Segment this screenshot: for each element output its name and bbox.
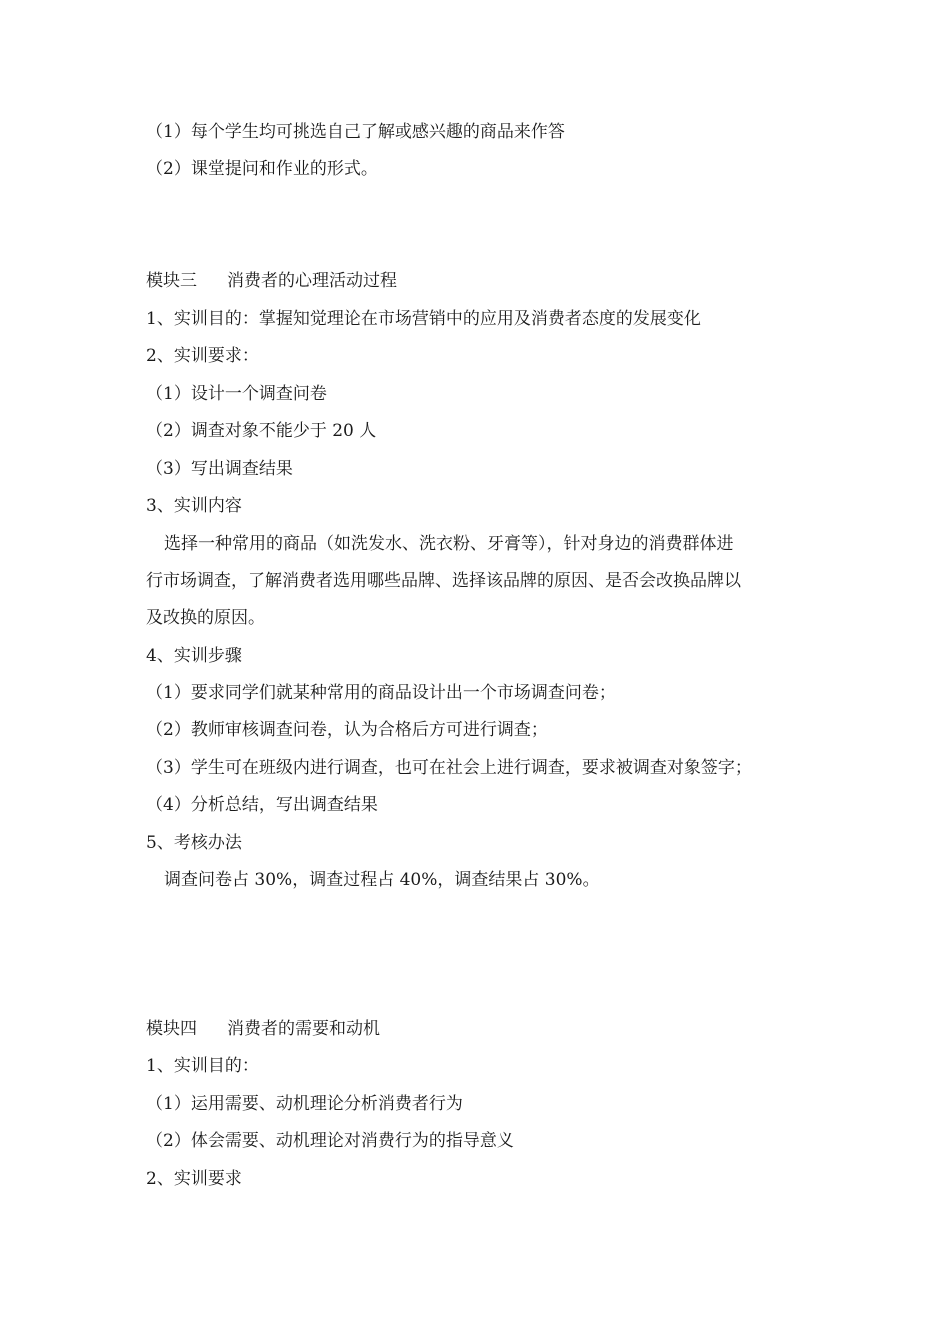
module4-objective-1: （1）运用需要、动机理论分析消费者行为	[146, 1094, 463, 1114]
module3-assessment-heading: 5、考核办法	[146, 833, 242, 853]
module3-step-1: （1）要求同学们就某种常用的商品设计出一个市场调查问卷；	[146, 683, 616, 703]
module4-title: 消费者的需要和动机	[227, 1019, 380, 1039]
intro-item-2: （2）课堂提问和作业的形式。	[146, 159, 378, 179]
module3-requirement-2: （2）调查对象不能少于 20 人	[146, 421, 377, 441]
module4-objective-heading: 1、实训目的：	[146, 1056, 259, 1076]
module3-title: 消费者的心理活动过程	[227, 271, 397, 291]
module3-step-3: （3）学生可在班级内进行调查，也可在社会上进行调查，要求被调查对象签字；	[146, 758, 752, 778]
module3-requirements-heading: 2、实训要求：	[146, 346, 259, 366]
module4-requirements-heading: 2、实训要求	[146, 1169, 242, 1189]
module3-content-heading: 3、实训内容	[146, 496, 242, 516]
module3-content-line-3: 及改换的原因。	[146, 608, 265, 628]
module4-label: 模块四	[146, 1019, 197, 1039]
module4-heading	[146, 1018, 380, 1040]
module3-assessment: 调查问卷占 30%，调查过程占 40%，调查结果占 30%。	[164, 870, 600, 890]
module3-content-line-2: 行市场调查，了解消费者选用哪些品牌、选择该品牌的原因、是否会改换品牌以	[146, 571, 741, 591]
module3-content-line-1: 选择一种常用的商品（如洗发水、洗衣粉、牙膏等），针对身边的消费群体进	[164, 534, 734, 554]
module4-objective-2: （2）体会需要、动机理论对消费行为的指导意义	[146, 1131, 514, 1151]
module3-steps-heading: 4、实训步骤	[146, 646, 242, 666]
module3-label: 模块三	[146, 271, 197, 291]
intro-item-1: （1）每个学生均可挑选自己了解或感兴趣的商品来作答	[146, 122, 565, 142]
module3-step-2: （2）教师审核调查问卷，认为合格后方可进行调查；	[146, 720, 548, 740]
module3-requirement-3: （3）写出调查结果	[146, 459, 293, 479]
module3-objective: 1、实训目的：掌握知觉理论在市场营销中的应用及消费者态度的发展变化	[146, 309, 701, 329]
module3-requirement-1: （1）设计一个调查问卷	[146, 384, 327, 404]
module3-heading	[146, 270, 397, 292]
module3-step-4: （4）分析总结，写出调查结果	[146, 795, 378, 815]
